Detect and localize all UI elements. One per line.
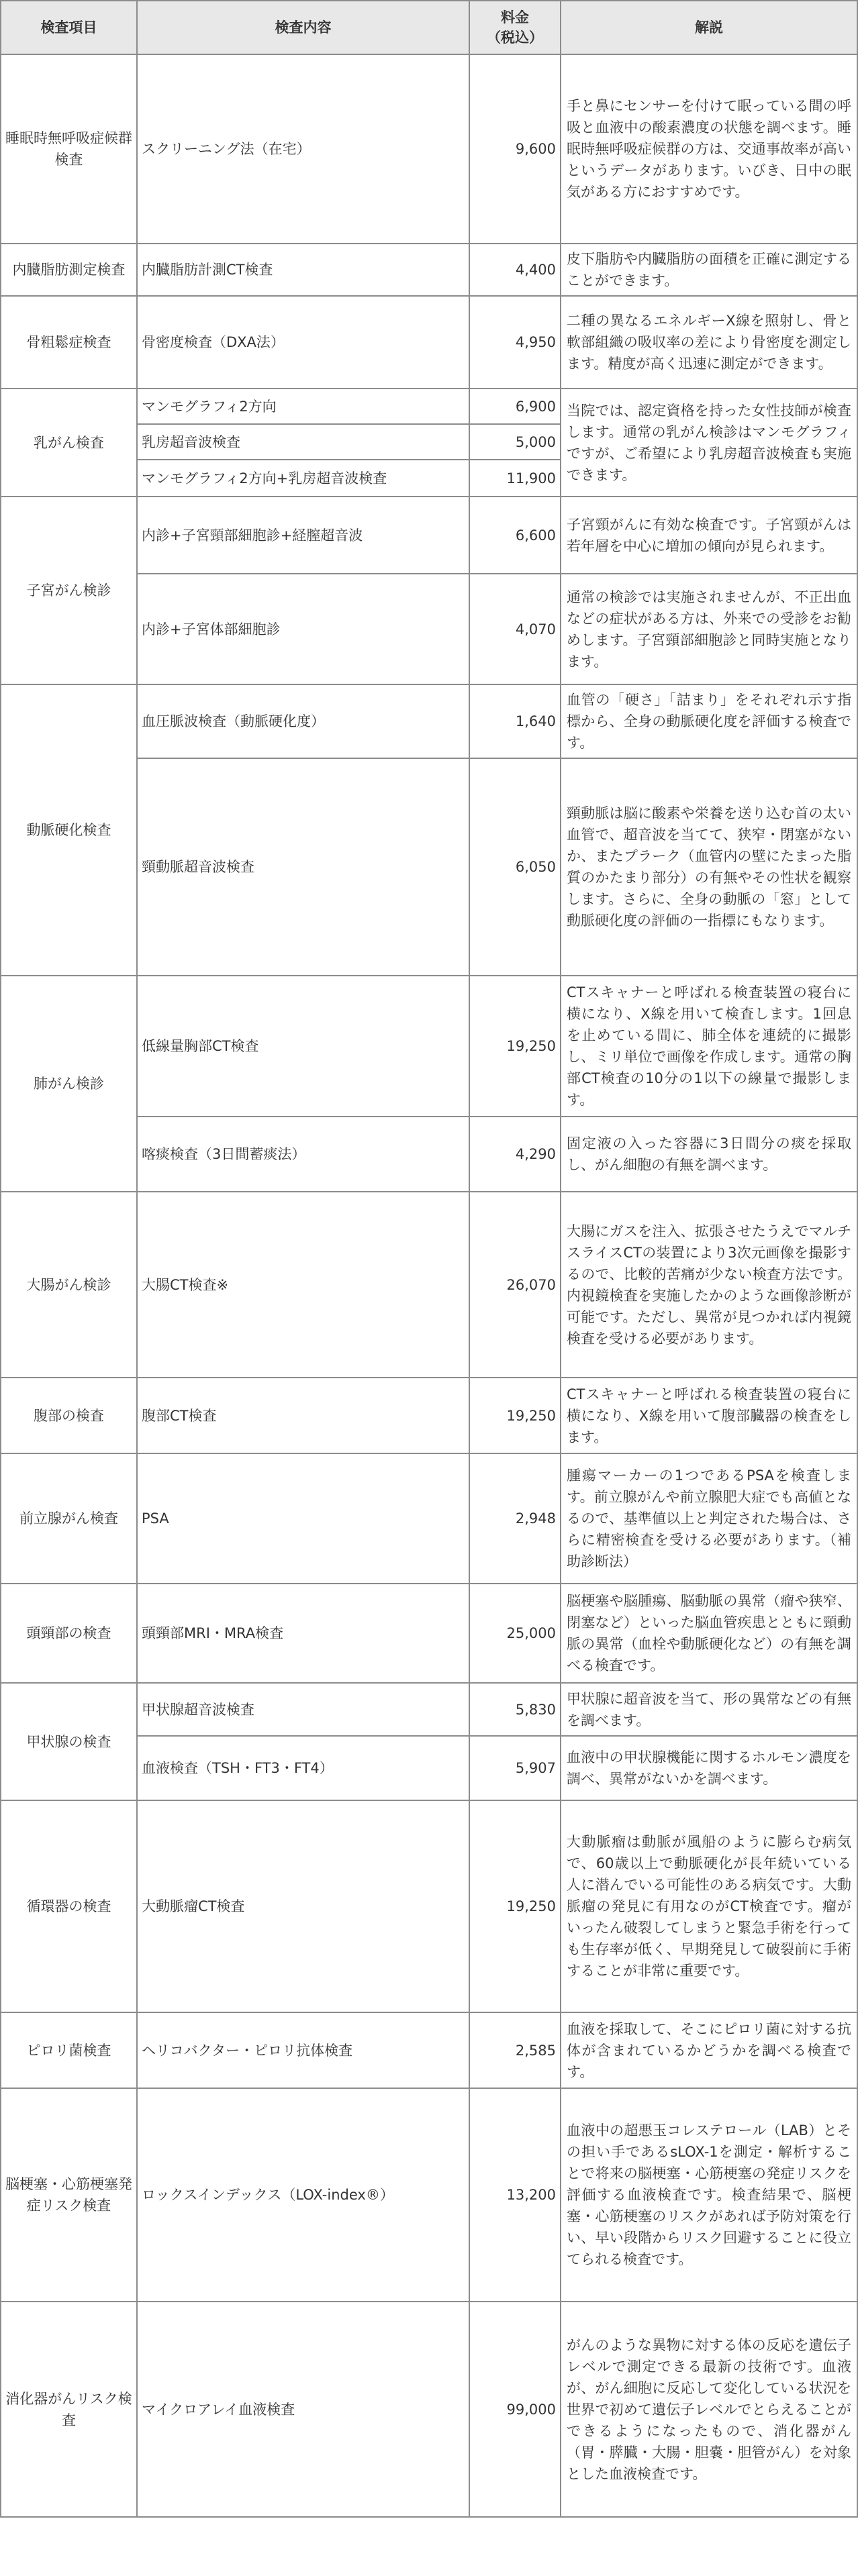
- exam-category: 睡眠時無呼吸症候群検査: [1, 54, 137, 244]
- table-row: [1, 54, 857, 244]
- exam-category: 骨粗鬆症検査: [1, 296, 137, 389]
- exam-description: 頸動脈は脳に酸素や栄養を送り込む首の太い血管で、超音波を当てて、狭窄・閉塞がないか、またプラーク（血管内の壁にたまった脂質のかたまり部分）の有無やその性状を観察します。さらに、全身の動脈の「窓」として動脈硬化度の評価の一指標にもなります。: [561, 758, 857, 976]
- exam-description: 通常の検診では実施されませんが、不正出血などの症状がある方は、外来での受診をお勧めします。子宮頸部細胞診と同時実施となります。: [561, 574, 857, 684]
- header-category: 検査項目: [1, 1, 137, 54]
- exam-price: 19,250: [469, 976, 561, 1117]
- table-row: [1, 389, 857, 424]
- exam-item: 内臓脂肪計測CT検査: [137, 244, 469, 296]
- exam-description: 当院では、認定資格を持った女性技師が検査します。通常の乳がん検診はマンモグラフィですが、ご希望により乳房超音波検査も実施できます。: [561, 389, 857, 497]
- table-row: [1, 2012, 857, 2088]
- exam-item: 内診+子宮頸部細胞診+経膣超音波: [137, 497, 469, 574]
- exam-item: 低線量胸部CT検査: [137, 976, 469, 1117]
- exam-price: 4,290: [469, 1117, 561, 1192]
- exam-price: 2,948: [469, 1453, 561, 1584]
- exam-item: 血液検査（TSH・FT3・FT4）: [137, 1736, 469, 1800]
- exam-price: 2,585: [469, 2012, 561, 2088]
- exam-price: 6,900: [469, 389, 561, 424]
- table-header-row: [1, 1, 857, 54]
- exam-item: マイクロアレイ血液検査: [137, 2302, 469, 2517]
- exam-price: 9,600: [469, 54, 561, 244]
- exam-description: 甲状腺に超音波を当て、形の異常などの有無を調べます。: [561, 1683, 857, 1736]
- exam-price: 6,600: [469, 497, 561, 574]
- exam-description: 大動脈瘤は動脈が風船のように膨らむ病気で、60歳以上で動脈硬化が長年続いている人に潜んでいる可能性のある病気です。大動脈瘤の発見に有用なのがCT検査です。瘤がいったん破裂してしまうと緊急手術を行っても生存率が低く、早期発見して破裂前に手術することが非常に重要です。: [561, 1800, 857, 2012]
- exam-description: 皮下脂肪や内臓脂肪の面積を正確に測定することができます。: [561, 244, 857, 296]
- exam-category: 循環器の検査: [1, 1800, 137, 2012]
- exam-category: 甲状腺の検査: [1, 1683, 137, 1800]
- exam-item: マンモグラフィ2方向+乳房超音波検査: [137, 460, 469, 497]
- header-price-line1: 料金: [501, 9, 529, 25]
- exam-item: 大動脈瘤CT検査: [137, 1800, 469, 2012]
- exam-category: 頭頸部の検査: [1, 1584, 137, 1683]
- exam-category: 肺がん検診: [1, 976, 137, 1192]
- exam-item: ロックスインデックス（LOX-index®）: [137, 2088, 469, 2302]
- exam-item: ヘリコバクター・ピロリ抗体検査: [137, 2012, 469, 2088]
- exam-description: 血液中の甲状腺機能に関するホルモン濃度を調べ、異常がないかを調べます。: [561, 1736, 857, 1800]
- header-desc: 解説: [561, 1, 857, 54]
- exam-price: 26,070: [469, 1192, 561, 1378]
- exam-description: 血管の「硬さ」「詰まり」をそれぞれ示す指標から、全身の動脈硬化度を評価する検査です。: [561, 684, 857, 758]
- header-item: 検査内容: [137, 1, 469, 54]
- exam-price: 99,000: [469, 2302, 561, 2517]
- exam-category: 動脈硬化検査: [1, 684, 137, 976]
- exam-description: 大腸にガスを注入、拡張させたうえでマルチスライスCTの装置により3次元画像を撮影するので、比較的苦痛が少ない検査方法です。内視鏡検査を実施したかのような画像診断が可能です。ただし、異常が見つかれば内視鏡検査を受ける必要があります。: [561, 1192, 857, 1378]
- exam-category: 内臓脂肪測定検査: [1, 244, 137, 296]
- exam-description: 脳梗塞や脳腫瘍、脳動脈の異常（瘤や狭窄、閉塞など）といった脳血管疾患とともに頸動脈の異常（血栓や動脈硬化など）の有無を調べる検査です。: [561, 1584, 857, 1683]
- exam-description: CTスキャナーと呼ばれる検査装置の寝台に横になり、X線を用いて腹部臓器の検査をします。: [561, 1378, 857, 1453]
- exam-category: 乳がん検査: [1, 389, 137, 497]
- exam-description: 血液を採取して、そこにピロリ菌に対する抗体が含まれているかどうかを調べる検査です。: [561, 2012, 857, 2088]
- table-row: [1, 296, 857, 389]
- exam-category: ピロリ菌検査: [1, 2012, 137, 2088]
- table-row: [1, 2302, 857, 2517]
- exam-category: 腹部の検査: [1, 1378, 137, 1453]
- exam-price: 19,250: [469, 1378, 561, 1453]
- table-row: [1, 1378, 857, 1453]
- exam-item: 頸動脈超音波検査: [137, 758, 469, 976]
- exam-item: 大腸CT検査※: [137, 1192, 469, 1378]
- exam-item: スクリーニング法（在宅）: [137, 54, 469, 244]
- exam-price: 4,400: [469, 244, 561, 296]
- exam-price: 5,000: [469, 424, 561, 460]
- exam-price: 19,250: [469, 1800, 561, 2012]
- exam-price: 4,950: [469, 296, 561, 389]
- exam-price: 5,830: [469, 1683, 561, 1736]
- exam-item: 喀痰検査（3日間蓄痰法）: [137, 1117, 469, 1192]
- table-body: [1, 54, 857, 2517]
- exam-category: 大腸がん検診: [1, 1192, 137, 1378]
- exam-price: 11,900: [469, 460, 561, 497]
- exam-description: CTスキャナーと呼ばれる検査装置の寝台に横になり、X線を用いて検査します。1回息を止めている間に、肺全体を連続的に撮影し、ミリ単位で画像を作成します。通常の胸部CT検査の10分の1以下の線量で撮影します。: [561, 976, 857, 1117]
- exam-category: 前立腺がん検査: [1, 1453, 137, 1584]
- header-price-line2: （税込）: [487, 30, 543, 46]
- table-row: [1, 1800, 857, 2012]
- exam-price: 25,000: [469, 1584, 561, 1683]
- table-row: [1, 1192, 857, 1378]
- exam-item: 甲状腺超音波検査: [137, 1683, 469, 1736]
- table-row: [1, 684, 857, 758]
- exam-item: 血圧脈波検査（動脈硬化度）: [137, 684, 469, 758]
- table-row: [1, 1683, 857, 1736]
- exam-description: 腫瘍マーカーの1つであるPSAを検査します。前立腺がんや前立腺肥大症でも高値となるので、基準値以上と判定された場合は、さらに精密検査を受ける必要があります。（補助診断法）: [561, 1453, 857, 1584]
- exam-price: 1,640: [469, 684, 561, 758]
- exam-item: 腹部CT検査: [137, 1378, 469, 1453]
- exam-price: 4,070: [469, 574, 561, 684]
- table-row: [1, 497, 857, 574]
- exam-item: 骨密度検査（DXA法）: [137, 296, 469, 389]
- exam-item: 頭頸部MRI・MRA検査: [137, 1584, 469, 1683]
- table-row: [1, 244, 857, 296]
- table-row: [1, 976, 857, 1117]
- exam-description: 血液中の超悪玉コレステロール（LAB）とその担い手であるsLOX-1を測定・解析することで将来の脳梗塞・心筋梗塞の発症リスクを評価する血液検査です。検査結果で、脳梗塞・心筋梗塞のリスクがあれば予防対策を行い、早い段階からリスク回避することに役立てられる検査です。: [561, 2088, 857, 2302]
- exam-description: 固定液の入った容器に3日間分の痰を採取し、がん細胞の有無を調べます。: [561, 1117, 857, 1192]
- exam-category: 脳梗塞・心筋梗塞発症リスク検査: [1, 2088, 137, 2302]
- exam-item: 乳房超音波検査: [137, 424, 469, 460]
- exam-description: 二種の異なるエネルギーX線を照射し、骨と軟部組織の吸収率の差により骨密度を測定します。精度が高く迅速に測定ができます。: [561, 296, 857, 389]
- header-price: [469, 1, 561, 54]
- table-row: [1, 2088, 857, 2302]
- table-row: [1, 1453, 857, 1584]
- exam-item: マンモグラフィ2方向: [137, 389, 469, 424]
- exam-category: 子宮がん検診: [1, 497, 137, 684]
- exam-price: 13,200: [469, 2088, 561, 2302]
- exam-description: 手と鼻にセンサーを付けて眠っている間の呼吸と血液中の酸素濃度の状態を調べます。睡眠時無呼吸症候群の方は、交通事故率が高いというデータがあります。いびき、日中の眠気がある方におすすめです。: [561, 54, 857, 244]
- exam-price: 6,050: [469, 758, 561, 976]
- exam-description: 子宮頸がんに有効な検査です。子宮頸がんは若年層を中心に増加の傾向が見られます。: [561, 497, 857, 574]
- exam-item: PSA: [137, 1453, 469, 1584]
- exam-category: 消化器がんリスク検査: [1, 2302, 137, 2517]
- table-row: [1, 1584, 857, 1683]
- exam-description: がんのような異物に対する体の反応を遺伝子レベルで測定できる最新の技術です。血液が、がん細胞に反応して変化している状況を世界で初めて遺伝子レベルでとらえることができるようになったもので、消化器がん（胃・膵臓・大腸・胆嚢・胆管がん）を対象とした血液検査です。: [561, 2302, 857, 2517]
- exam-item: 内診+子宮体部細胞診: [137, 574, 469, 684]
- exam-price: 5,907: [469, 1736, 561, 1800]
